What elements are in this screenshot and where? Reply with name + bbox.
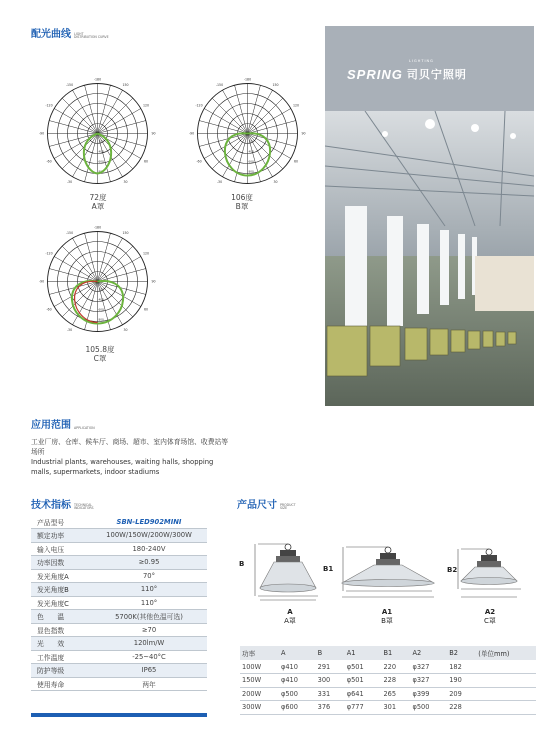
size-cell: 182 [445,660,474,674]
size-cell: φ501 [343,660,380,674]
polar-spoke [54,109,97,134]
polar-ring-label: 600 [248,159,254,164]
size-header-cell: 功率 [240,646,277,660]
size-header-cell: (单位mm) [474,646,536,660]
polar-tick-label: 60 [143,159,149,164]
spec-value: ≥70 [91,623,207,637]
polar-b-svg [180,62,315,197]
polar-spoke [73,134,98,177]
lamp-a-cover: A罩 [284,617,296,625]
spec-table [31,515,207,691]
polar-ring-label: 800 [248,169,254,174]
size-cell: 331 [314,687,343,701]
polar-spoke [62,282,97,317]
lamp-b-cover: B罩 [381,617,393,625]
size-cell: 150W [240,674,277,688]
polar-tick-label: -120 [45,103,53,108]
polar-chart-b [180,62,315,197]
curve-cover-c: C罩 [93,354,107,363]
lamp-b-height-label: B1 [323,565,334,573]
polar-chart-a [30,62,165,197]
spec-row [31,529,207,543]
lamp-c-cover: C罩 [484,617,496,625]
spec-value: IP65 [91,664,207,678]
spec-key: 工作温度 [31,650,91,664]
spec-value: 180-240V [91,542,207,556]
polar-tick-label: -60 [46,159,52,164]
polar-tick-label: 120 [292,103,300,108]
spec-row [31,583,207,597]
polar-tick-label: -60 [46,307,52,312]
polar-tick-label: 90 [151,131,156,136]
size-cell: 200W [240,687,277,701]
size-cell: 300 [314,674,343,688]
spec-row [31,637,207,651]
size-cell: 228 [445,701,474,715]
polar-tick-label: 90 [301,131,306,136]
polar-ring-label: 600 [98,307,104,312]
polar-spoke [54,257,97,282]
spec-value: SBN-LED902MINI [91,515,207,529]
lamp-a-drawing [238,540,330,608]
lamp-a-label [275,608,305,626]
size-header-cell: B [314,646,343,660]
spec-value: -25~40°C [91,650,207,664]
curve-section-title [31,29,109,40]
curve-angle-a: 72度 [89,193,107,202]
polar-tick-label: -150 [215,83,224,88]
polar-spoke [248,90,273,133]
application-title-cn: 应用范围 [31,420,71,431]
spec-value: 100W/150W/200W/300W [91,529,207,543]
polar-spoke [73,238,98,281]
spec-row [31,610,207,624]
tech-section-title [31,500,94,511]
polar-tick-label: -90 [188,131,195,136]
spec-value: 110° [91,583,207,597]
polar-tick-label: -90 [38,131,45,136]
application-en: Industrial plants, warehouses, waiting halls, shopping malls, supermarkets, indoor stadiums [31,458,214,476]
polar-tick-label: -120 [195,103,203,108]
tech-title-en: TECHNICAL INDICATORS [74,502,94,511]
size-header-cell: A2 [409,646,446,660]
size-row [240,674,536,688]
polar-ring-label: 600 [98,159,104,164]
size-cell: φ641 [343,687,380,701]
size-header-cell: B2 [445,646,474,660]
polar-a-svg [30,62,165,197]
polar-spoke [62,246,97,281]
polar-ring-label: 800 [98,169,104,174]
curve-title-en: LIGHT DISTRIBUTION CURVE [74,31,109,40]
size-cell: φ500 [277,687,314,701]
polar-tick-label: -120 [45,251,53,256]
size-header-cell: A1 [343,646,380,660]
spec-row [31,650,207,664]
polar-tick-label: -150 [65,231,74,236]
size-row [240,687,536,701]
polar-ring-label: 200 [248,139,254,144]
curve-cover-b: B罩 [235,202,249,211]
size-cell: 265 [379,687,408,701]
size-cell: 301 [379,701,408,715]
size-cell: 100W [240,660,277,674]
application-cn: 工业厂房、仓库、候车厅、商场、超市、室内体育场馆、收费站等场所 [31,438,229,456]
polar-spoke [98,282,141,307]
size-cell: 291 [314,660,343,674]
polar-tick-label: -30 [216,179,223,184]
application-text [31,437,231,477]
curve-angle-c: 105.8度 [85,345,115,354]
polar-tick-label: -180 [93,225,102,230]
tech-title-cn: 技术指标 [31,500,71,511]
polar-spoke [62,134,97,169]
polar-spoke [248,109,291,134]
polar-tick-label: 150 [122,83,129,88]
brand-name-cn: 司贝宁照明 [406,68,467,81]
lamp-a-height-label: B [239,560,245,568]
lamp-c-code: A2 [484,608,496,616]
size-header-cell: B1 [379,646,408,660]
spec-value: ≥0.95 [91,556,207,570]
curve-title-cn: 配光曲线 [31,29,71,40]
size-cell: φ327 [409,660,446,674]
spec-row [31,569,207,583]
lamp-b-label [372,608,402,626]
size-cell: 300W [240,701,277,715]
spec-value: 两年 [91,677,207,691]
size-row [240,701,536,715]
spec-row [31,596,207,610]
polar-tick-label: -60 [196,159,202,164]
spec-row [31,664,207,678]
size-cell: 209 [445,687,474,701]
polar-tick-label: -90 [38,279,45,284]
polar-spoke [54,282,97,307]
size-cell: φ410 [277,674,314,688]
polar-spoke [62,98,97,133]
spec-key: 色 温 [31,610,91,624]
spec-key: 发光角度B [31,583,91,597]
spec-value: 120lm/W [91,637,207,651]
size-cell: φ500 [409,701,446,715]
polar-ring-label: 400 [248,149,254,154]
size-cell: φ399 [409,687,446,701]
polar-spoke [98,109,141,134]
brand-spring: SPRING [347,66,403,82]
polar-spoke [248,98,283,133]
curve-caption-a [68,193,128,211]
polar-tick-label: 120 [142,251,150,256]
polar-spoke [98,246,133,281]
polar-ring-label: 200 [98,287,104,292]
polar-ring-label: 200 [98,139,104,144]
spec-key: 产品型号 [31,515,91,529]
size-cell: 376 [314,701,343,715]
polar-spoke [212,98,247,133]
polar-tick-label: -150 [65,83,74,88]
spec-key: 光 效 [31,637,91,651]
size-table [240,646,536,715]
polar-tick-label: 60 [293,159,299,164]
size-cell: φ327 [409,674,446,688]
polar-tick-label: -30 [66,179,73,184]
polar-tick-label: 30 [273,179,278,184]
spec-key: 发光角度A [31,569,91,583]
spec-key: 发光角度C [31,596,91,610]
polar-tick-label: 120 [142,103,150,108]
spec-key: 额定功率 [31,529,91,543]
size-section-title [237,500,296,511]
polar-tick-label: -180 [243,77,252,82]
spec-value: 110° [91,596,207,610]
lamp-c-drawing [447,545,529,603]
polar-spoke [98,257,141,282]
polar-tick-label: 30 [123,179,128,184]
size-header-cell: A [277,646,314,660]
lamp-c-label [475,608,505,626]
spec-row [31,556,207,570]
curve-caption-b [212,193,272,211]
application-section-title [31,420,95,431]
spec-row [31,677,207,691]
size-cell: φ777 [343,701,380,715]
polar-spoke [73,90,98,133]
spec-value: 70° [91,569,207,583]
polar-spoke [98,238,123,281]
polar-spoke [98,90,123,133]
spec-key: 防护等级 [31,664,91,678]
polar-c-svg [30,210,165,345]
curve-caption-c [70,345,130,363]
lamp-a-code: A [287,608,293,616]
polar-spoke [204,109,247,134]
spec-row [31,623,207,637]
size-row [240,660,536,674]
size-title-cn: 产品尺寸 [237,500,277,511]
brand-logo [347,59,467,82]
polar-tick-label: 60 [143,307,149,312]
spec-key: 功率因数 [31,556,91,570]
brand-bar [325,26,534,111]
polar-chart-c [30,210,165,345]
size-cell: φ501 [343,674,380,688]
application-title-en: APPLICATION [74,426,95,431]
spec-key: 显色指数 [31,623,91,637]
polar-ring-label: 400 [98,149,104,154]
size-cell: φ410 [277,660,314,674]
polar-spoke [98,98,133,133]
size-title-en: PRODUCT SIZE [280,502,296,511]
spec-key: 输入电压 [31,542,91,556]
size-cell: φ600 [277,701,314,715]
polar-spoke [223,90,248,133]
lamp-b-drawing [332,543,442,603]
polar-tick-label: 30 [123,327,128,332]
polar-ring-label: 400 [98,297,104,302]
spec-value: 5700K(其他色温可选) [91,610,207,624]
curve-cover-a: A罩 [91,202,105,211]
spec-key: 使用寿命 [31,677,91,691]
size-cell: 220 [379,660,408,674]
spec-table-bottom-bar [31,713,207,717]
spec-row [31,542,207,556]
polar-tick-label: -30 [66,327,73,332]
brand-lighting: LIGHTING [409,59,434,63]
lamp-b-code: A1 [381,608,393,616]
lamp-c-height-label: B2 [447,566,458,574]
spec-row [31,515,207,529]
polar-tick-label: 150 [272,83,279,88]
size-cell: 190 [445,674,474,688]
polar-tick-label: 150 [122,231,129,236]
polar-ring-label: 800 [98,317,104,322]
curve-angle-b: 106度 [231,193,253,202]
polar-tick-label: -180 [93,77,102,82]
factory-photo [325,26,534,406]
polar-tick-label: 90 [151,279,156,284]
size-cell: 228 [379,674,408,688]
